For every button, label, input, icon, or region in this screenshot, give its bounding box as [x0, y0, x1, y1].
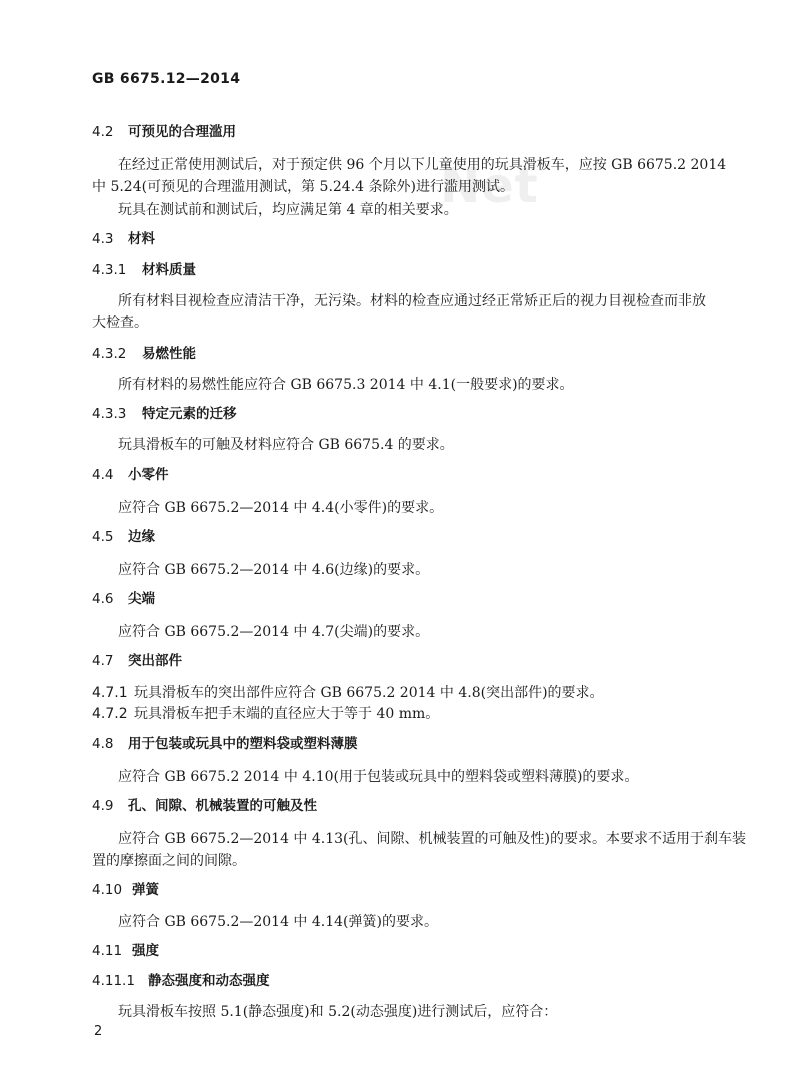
section-number: 4.6	[92, 591, 114, 607]
section-heading-4-4	[92, 466, 169, 484]
clause-text: 玩具滑板车把手末端的直径应大于等于 40 mm。	[134, 706, 440, 722]
clause-number: 4.7.2	[92, 706, 128, 722]
paragraph-continuation: 置的摩擦面之间的间隙。	[92, 853, 246, 869]
paragraph: 应符合 GB 6675.2—2014 中 4.6(边缘)的要求。	[118, 562, 430, 578]
section-number: 4.3.2	[92, 346, 127, 362]
paragraph: 应符合 GB 6675.2—2014 中 4.14(弹簧)的要求。	[118, 914, 438, 930]
clause-number: 4.7.1	[92, 685, 128, 701]
section-heading-4-11	[92, 942, 159, 960]
section-heading-4-9	[92, 797, 317, 815]
section-number: 4.11.1	[92, 973, 135, 989]
section-heading-4-10	[92, 881, 159, 899]
section-title: 小零件	[128, 467, 169, 483]
section-heading-4-6	[92, 590, 155, 608]
section-number: 4.2	[92, 124, 114, 140]
section-title: 材料	[128, 231, 155, 247]
section-title: 用于包装或玩具中的塑料袋或塑料薄膜	[128, 736, 358, 752]
paragraph: 玩具滑板车按照 5.1(静态强度)和 5.2(动态强度)进行测试后，应符合：	[118, 1004, 558, 1020]
section-title: 特定元素的迁移	[142, 406, 237, 422]
clause-text: 玩具滑板车的突出部件应符合 GB 6675.2 2014 中 4.8(突出部件)的要求。	[134, 685, 604, 701]
section-title: 突出部件	[128, 653, 182, 669]
section-heading-4-7	[92, 652, 182, 670]
section-title: 尖端	[128, 591, 155, 607]
section-number: 4.5	[92, 529, 114, 545]
section-title: 孔、间隙、机械装置的可触及性	[128, 798, 317, 814]
paragraph: 玩具在测试前和测试后，均应满足第 4 章的相关要求。	[118, 202, 458, 218]
section-heading-4-2	[92, 123, 236, 141]
paragraph: 应符合 GB 6675.2—2014 中 4.13(孔、间隙、机械装置的可触及性)的要求。本要求不适用于刹车装	[118, 831, 746, 847]
paragraph-continuation: 中 5.24(可预见的合理滥用测试，第 5.24.4 条除外)进行滥用测试。	[92, 179, 514, 195]
section-heading-4-3-2	[92, 345, 196, 363]
section-heading-4-3-3	[92, 405, 237, 423]
section-number: 4.4	[92, 467, 114, 483]
section-title: 静态强度和动态强度	[148, 973, 270, 989]
page-number: 2	[94, 1024, 103, 1039]
paragraph: 应符合 GB 6675.2—2014 中 4.4(小零件)的要求。	[118, 500, 444, 516]
paragraph: 所有材料目视检查应清洁干净，无污染。材料的检查应通过经正常矫正后的视力目视检查而非放	[118, 293, 706, 309]
section-number: 4.8	[92, 736, 114, 752]
section-heading-4-11-1	[92, 972, 270, 990]
watermark: Net	[440, 158, 539, 214]
paragraph: 在经过正常使用测试后，对于预定供 96 个月以下儿童使用的玩具滑板车，应按 GB 6675.2 2014	[118, 157, 727, 173]
clause-4-7-1	[92, 684, 604, 702]
section-number: 4.7	[92, 653, 114, 669]
section-title: 强度	[132, 943, 159, 959]
standard-code-header: GB 6675.12—2014	[92, 71, 241, 87]
section-title: 边缘	[128, 529, 155, 545]
section-number: 4.11	[92, 943, 123, 959]
section-title: 可预见的合理滥用	[128, 124, 236, 140]
section-title: 材料质量	[142, 262, 196, 278]
section-heading-4-5	[92, 528, 155, 546]
section-number: 4.10	[92, 882, 123, 898]
clause-4-7-2	[92, 705, 439, 723]
section-title: 易燃性能	[142, 346, 196, 362]
section-number: 4.3	[92, 231, 114, 247]
section-heading-4-3	[92, 230, 155, 248]
paragraph: 所有材料的易燃性能应符合 GB 6675.3 2014 中 4.1(一般要求)的要求。	[118, 377, 574, 393]
paragraph: 应符合 GB 6675.2—2014 中 4.7(尖端)的要求。	[118, 624, 430, 640]
paragraph: 应符合 GB 6675.2 2014 中 4.10(用于包装或玩具中的塑料袋或塑料薄膜)的要求。	[118, 769, 639, 785]
section-heading-4-3-1	[92, 261, 196, 279]
section-title: 弹簧	[132, 882, 159, 898]
section-number: 4.3.3	[92, 406, 127, 422]
section-heading-4-8	[92, 735, 358, 753]
section-number: 4.3.1	[92, 262, 127, 278]
paragraph-continuation: 大检查。	[92, 315, 148, 331]
section-number: 4.9	[92, 798, 114, 814]
paragraph: 玩具滑板车的可触及材料应符合 GB 6675.4 的要求。	[118, 437, 454, 453]
